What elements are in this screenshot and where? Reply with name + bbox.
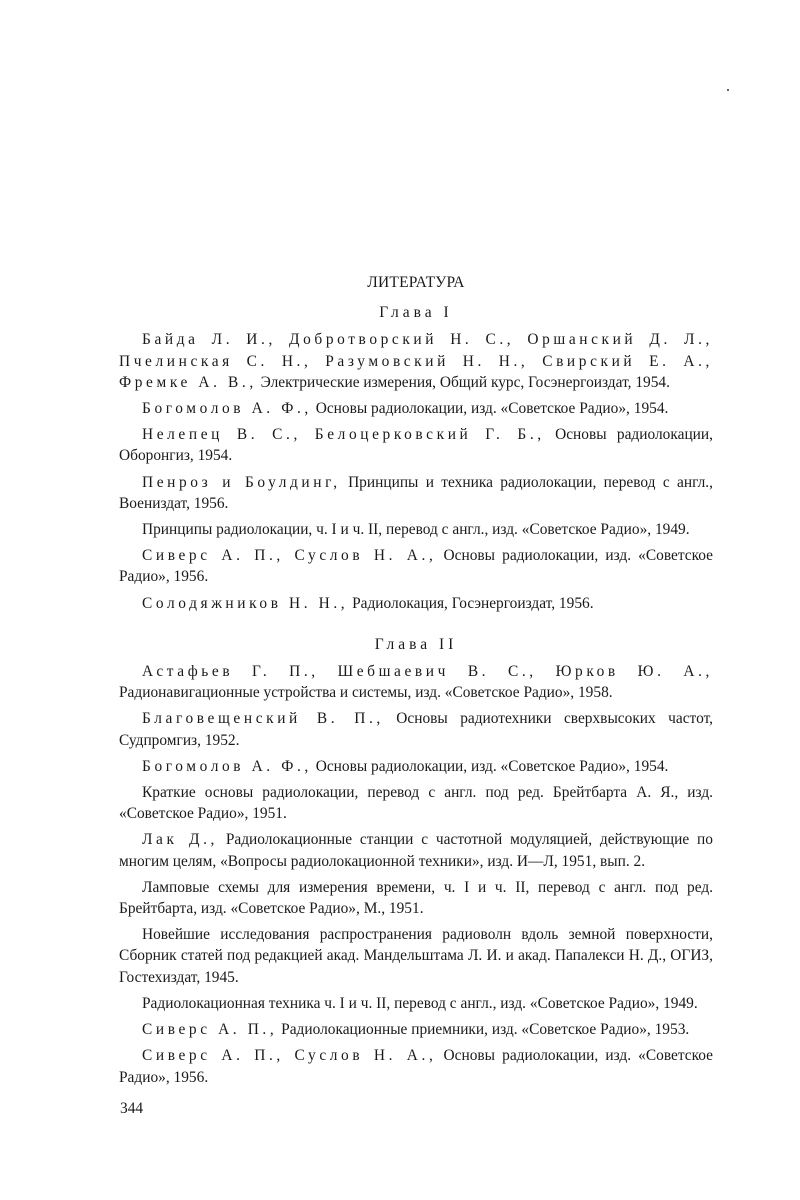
scan-speck: [727, 89, 729, 91]
entry-text: Основы радиолокации, изд. «Советское Радио», 1956.: [119, 1047, 713, 1086]
bibliography-entry: [119, 545, 713, 587]
entry-author: Пенроз и Боулдинг,: [142, 473, 341, 491]
entry-author: Лак Д.,: [142, 831, 218, 849]
entry-author: Сиверс А. П., Суслов Н. А.,: [142, 547, 437, 565]
bibliography-entry: [119, 424, 713, 466]
entry-text: Радиолокация, Госэнергоиздат, 1956.: [348, 594, 594, 612]
bibliography-entry: [119, 924, 713, 988]
bibliography-entry: [119, 993, 713, 1014]
bibliography-entry: [119, 708, 713, 750]
entry-author: Астафьев Г. П., Шебшаевич В. С., Юрков Ю. А.,: [142, 663, 713, 681]
entry-text: Ламповые схемы для измерения времени, ч. I и ч. II, перевод с англ. под ред. Брейтбарта, изд. «Советское Радио», М., 1951.: [119, 878, 713, 918]
entry-text: Радионавигационные устройства и системы, изд. «Советское Радио», 1958.: [119, 684, 613, 702]
entry-author: Солодяжников Н. Н.,: [142, 594, 349, 612]
bibliography-entry: [119, 593, 713, 614]
bibliography-entry: [119, 756, 713, 777]
entry-author: Богомолов А. Ф.,: [142, 757, 312, 775]
entry-text: Основы радиолокации, изд. «Советское Радио», 1954.: [311, 400, 669, 418]
entry-text: Основы радиотехники сверхвысоких частот, Судпромгиз, 1952.: [119, 710, 713, 749]
entry-text: Основы радиолокации, Оборонгиз, 1954.: [119, 426, 713, 465]
bibliography-page: [119, 272, 713, 1093]
bibliography-entry: [119, 329, 713, 393]
bibliography-entry: [119, 398, 713, 419]
entry-author: Сиверс А. П., Суслов Н. А.,: [142, 1047, 437, 1065]
entry-author: Байда Л. И., Добротворский Н. С., Оршанский Д. Л., Пчелинская С. Н., Разумовский Н. Н., Свирский Е. А., Фремке А. В.,: [119, 331, 713, 391]
entry-text: Краткие основы радиолокации, перевод с англ. под ред. Брейтбарта А. Я., изд. «Советское Радио», 1951.: [119, 784, 713, 823]
entry-text: Радиолокационные станции с частотной модуляцией, действующие по многим целям, «Вопросы радиолокационной техники», изд. И—Л, 1951, вып. 2.: [119, 831, 713, 870]
page-number: 344: [120, 1100, 144, 1117]
chapter-heading: Глава I: [379, 304, 453, 322]
entry-text: Радиолокационные приемники, изд. «Советское Радио», 1953.: [277, 1021, 690, 1039]
entry-list: [119, 661, 713, 1088]
chapter-section: [119, 634, 713, 1088]
bibliography-entry: [119, 829, 713, 871]
entry-text: Принципы радиолокации, ч. I и ч. II, перевод с англ., изд. «Советское Радио», 1949.: [142, 521, 690, 539]
entry-text: Радиолокационная техника ч. I и ч. II, перевод с англ., изд. «Советское Радио», 1949.: [142, 994, 698, 1012]
page-title: ЛИТЕРАТУРА: [367, 274, 465, 291]
bibliography-entry: [119, 877, 713, 919]
chapter-heading: Глава II: [374, 635, 458, 653]
entry-author: Богомолов А. Ф.,: [142, 400, 312, 418]
entry-text: Основы радиолокации, изд. «Советское Радио», 1954.: [311, 757, 669, 775]
bibliography-entry: [119, 661, 713, 703]
bibliography-entry: [119, 782, 713, 824]
bibliography-entry: [119, 519, 713, 540]
bibliography-entry: [119, 1019, 713, 1040]
bibliography-entry: [119, 472, 713, 514]
entry-author: Благовещенский В. П.,: [142, 710, 384, 728]
entry-author: Сиверс А. П.,: [142, 1021, 278, 1039]
entry-text: Новейшие исследования распространения радиоволн вдоль земной поверхности, Сборник статей под редакцией акад. Мандельштама Л. И. и акад. Папалекси Н. Д., ОГИЗ, Гостехиздат, 1945.: [119, 926, 713, 986]
entry-list: [119, 329, 713, 613]
entry-author: Нелепец В. С., Белоцерковский Г. Б.,: [142, 426, 545, 444]
entry-text: Электрические измерения, Общий курс, Госэнергоиздат, 1954.: [256, 373, 670, 391]
entry-text: Принципы и техника радиолокации, перевод с англ., Воениздат, 1956.: [119, 473, 713, 512]
chapter-section: [119, 302, 713, 614]
bibliography-entry: [119, 1045, 713, 1087]
entry-text: Основы радиолокации, изд. «Советское Радио», 1956.: [119, 547, 713, 586]
